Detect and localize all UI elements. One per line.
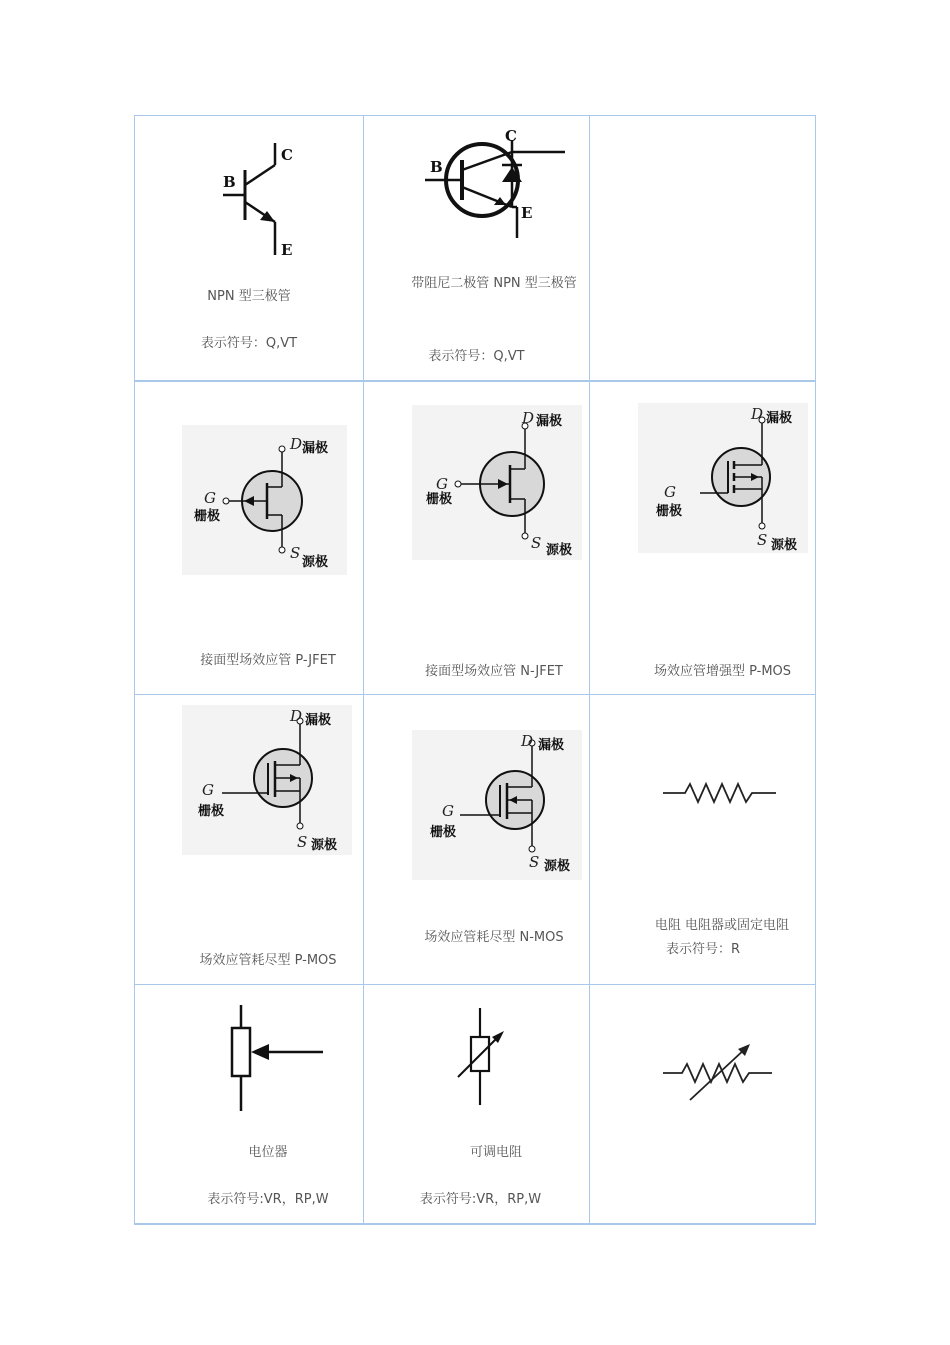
- gate-label: 栅极: [194, 509, 221, 524]
- base-label: B: [223, 173, 236, 191]
- resistor-icon: [660, 780, 780, 806]
- component-symbol: 表示符号:VR，RP,W: [419, 1192, 542, 1207]
- emitter-label: E: [521, 204, 533, 222]
- component-symbol: 表示符号：R: [665, 942, 741, 957]
- emitter-label: E: [281, 241, 293, 259]
- drain-letter: D: [522, 409, 535, 427]
- source-letter: S: [297, 833, 308, 851]
- source-letter: S: [531, 534, 542, 552]
- drain-letter: D: [290, 707, 303, 725]
- npn-transistor-icon: [215, 140, 305, 260]
- drain-letter: D: [751, 405, 764, 423]
- source-label: 源极: [302, 555, 329, 570]
- source-letter: S: [529, 853, 540, 871]
- damper-npn-transistor-icon: [420, 125, 570, 240]
- drain-label: 漏极: [302, 441, 329, 456]
- component-symbol: 表示符号：Q,VT: [428, 349, 525, 364]
- gate-letter: G: [436, 475, 448, 493]
- component-name: 可调电阻: [469, 1145, 522, 1160]
- n-jfet-icon: [412, 405, 582, 560]
- gate-letter: G: [664, 483, 676, 501]
- component-symbol: 表示符号:VR，RP,W: [207, 1192, 329, 1207]
- gate-letter: G: [202, 781, 214, 799]
- component-name: 电阻 电阻器或固定电阻: [654, 918, 790, 933]
- collector-label: C: [281, 146, 293, 164]
- n-mos-depletion-icon: [412, 730, 582, 880]
- component-symbol: 表示符号：Q,VT: [200, 336, 298, 351]
- source-label: 源极: [544, 859, 571, 874]
- p-mos-enhancement-icon: [638, 403, 808, 553]
- table-divider: [134, 694, 816, 695]
- gate-label: 栅极: [426, 492, 453, 507]
- drain-label: 漏极: [305, 713, 332, 728]
- component-name: 接面型场效应管 P-JFET: [200, 653, 336, 668]
- p-mos-depletion-icon: [182, 705, 352, 855]
- gate-label: 栅极: [430, 825, 457, 840]
- source-label: 源极: [546, 543, 573, 558]
- collector-label: C: [505, 127, 517, 145]
- variable-resistor-icon: [660, 1040, 780, 1105]
- table-divider: [134, 380, 816, 382]
- gate-letter: G: [442, 802, 454, 820]
- gate-letter: G: [204, 489, 216, 507]
- drain-letter: D: [290, 435, 303, 453]
- gate-label: 栅极: [198, 804, 225, 819]
- source-label: 源极: [311, 838, 338, 853]
- component-name: 接面型场效应管 N-JFET: [425, 664, 563, 679]
- table-divider: [134, 984, 816, 985]
- gate-label: 栅极: [656, 504, 683, 519]
- component-name: 场效应管增强型 P-MOS: [653, 664, 792, 679]
- source-label: 源极: [771, 538, 798, 553]
- p-jfet-icon: [182, 425, 347, 575]
- adjustable-resistor-icon: [452, 1005, 512, 1109]
- component-name: 带阻尼二极管 NPN 型三极管: [411, 276, 577, 291]
- component-name: 场效应管耗尽型 P-MOS: [199, 953, 337, 968]
- source-letter: S: [757, 531, 768, 549]
- base-label: B: [430, 158, 443, 176]
- table-divider: [134, 1223, 816, 1225]
- drain-letter: D: [521, 732, 534, 750]
- drain-label: 漏极: [536, 414, 563, 429]
- component-name: 电位器: [248, 1145, 288, 1160]
- component-name: 场效应管耗尽型 N-MOS: [424, 930, 564, 945]
- source-letter: S: [290, 544, 301, 562]
- drain-label: 漏极: [766, 411, 793, 426]
- potentiometer-icon: [225, 1002, 330, 1114]
- component-name: NPN 型三极管: [207, 289, 291, 304]
- drain-label: 漏极: [538, 738, 565, 753]
